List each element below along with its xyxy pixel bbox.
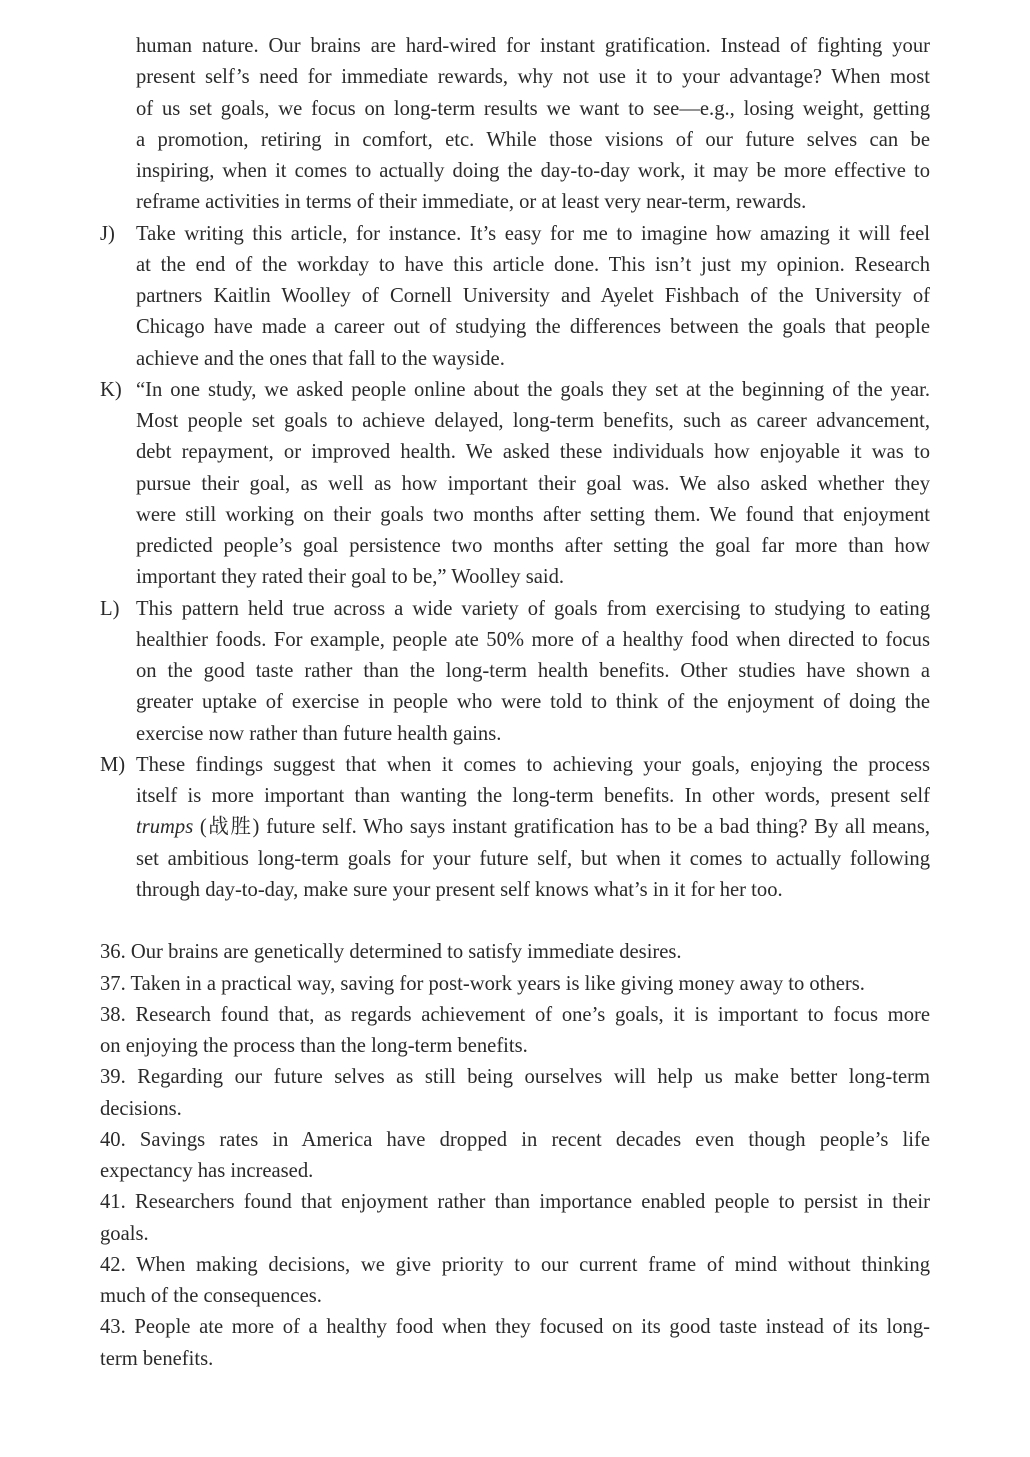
text-line: These findings suggest that when it comes to achieving your goals, enjoying the process — [136, 753, 930, 776]
text-line: much of the consequences. — [100, 1285, 322, 1307]
paragraph — [100, 750, 930, 906]
text-line: reframe activities in terms of their immediate, or at least very near-term, rewards. — [136, 191, 807, 214]
text-line: achieve and the ones that fall to the wayside. — [136, 347, 505, 370]
text-line: 41. Researchers found that enjoyment rather than importance enabled people to persist in their — [100, 1191, 930, 1214]
text-line: set ambitious long-term goals for your future self, but when it comes to actually following — [136, 847, 930, 870]
text-line: expectancy has increased. — [100, 1160, 314, 1182]
text-line: on enjoying the process than the long-term benefits. — [100, 1035, 528, 1057]
question-item — [100, 1187, 930, 1250]
text-line: This pattern held true across a wide variety of goals from exercising to studying to eating — [136, 597, 930, 620]
text-line: greater uptake of exercise in people who were told to think of the enjoyment of doing the — [136, 691, 930, 714]
text-line: predicted people’s goal persistence two months after setting the goal far more than how — [136, 535, 930, 557]
text-line: human nature. Our brains are hard-wired for instant gratification. Instead of fighting your — [136, 35, 930, 57]
question-item — [100, 1125, 930, 1188]
text-line: exercise now rather than future health gains. — [136, 722, 502, 745]
question-item — [100, 1312, 930, 1375]
italic-word: trumps — [136, 816, 194, 839]
question-item — [100, 1250, 930, 1313]
text-line: Take writing this article, for instance. It’s easy for me to imagine how amazing it will feel — [136, 222, 930, 245]
question-item — [100, 1000, 930, 1063]
paragraph — [100, 219, 930, 375]
text-line: “In one study, we asked people online about the goals they set at the beginning of the year. — [136, 378, 930, 401]
spacer — [100, 906, 930, 937]
text-line: term benefits. — [100, 1347, 214, 1370]
paragraph-label: J) — [100, 222, 115, 245]
paragraph — [100, 594, 930, 750]
paragraph — [100, 375, 930, 594]
text-line: 39. Regarding our future selves as still being ourselves will help us make better long-term — [100, 1066, 930, 1089]
text-segment: (战胜) future self. Who says instant gratification has to be a bad thing? By all means, — [193, 816, 930, 839]
text-line: at the end of the workday to have this article done. This isn’t just my opinion. Research — [136, 253, 930, 276]
text-line: inspiring, when it comes to actually doing the day-to-day work, it may be more effective to — [136, 160, 930, 182]
text-line: 40. Savings rates in America have dropped in recent decades even though people’s life — [100, 1128, 930, 1151]
question-item — [100, 969, 930, 1000]
paragraph-label: M) — [100, 753, 126, 776]
text-line: 43. People ate more of a healthy food when they focused on its good taste instead of its long- — [100, 1316, 930, 1339]
text-line: important they rated their goal to be,” Woolley said. — [136, 566, 565, 589]
text-line: Most people set goals to achieve delayed, long-term benefits, such as career advancement, — [136, 410, 930, 432]
text-line: of us set goals, we focus on long-term results we want to see—e.g., losing weight, getting — [136, 97, 930, 120]
text-line: debt repayment, or improved health. We asked these individuals how enjoyable it was to — [136, 441, 930, 464]
paragraph-label: K) — [100, 378, 122, 401]
text-line: partners Kaitlin Woolley of Cornell University and Ayelet Fishbach of the University of — [136, 285, 930, 307]
question-item — [100, 1062, 930, 1125]
text-line — [136, 812, 930, 843]
text-line: 38. Research found that, as regards achievement of one’s goals, it is important to focus more — [100, 1003, 930, 1026]
document-body — [100, 31, 930, 1375]
text-line: 42. When making decisions, we give priority to our current frame of mind without thinking — [100, 1253, 930, 1276]
text-line: present self’s need for immediate rewards, why not use it to your advantage? When most — [136, 66, 930, 89]
text-line: itself is more important than wanting the long-term benefits. In other words, present self — [136, 785, 930, 807]
text-line: through day-to-day, make sure your present self knows what’s in it for her too. — [136, 878, 783, 901]
text-line: were still working on their goals two months after setting them. We found that enjoyment — [136, 503, 930, 526]
text-line: on the good taste rather than the long-term health benefits. Other studies have shown a — [136, 660, 930, 682]
text-line: goals. — [100, 1222, 149, 1245]
question-item — [100, 937, 930, 968]
text-line: healthier foods. For example, people ate 50% more of a healthy food when directed to focus — [136, 628, 930, 651]
text-line: decisions. — [100, 1097, 182, 1120]
text-line: pursue their goal, as well as how important their goal was. We also asked whether they — [136, 472, 930, 495]
text-line: 36. Our brains are genetically determined to satisfy immediate desires. — [100, 941, 682, 964]
paragraph-label: L) — [100, 597, 120, 620]
text-line: a promotion, retiring in comfort, etc. While those visions of our future selves can be — [136, 128, 930, 151]
paragraph — [100, 31, 930, 219]
text-line: 37. Taken in a practical way, saving for post-work years is like giving money away to others. — [100, 972, 865, 995]
text-line: Chicago have made a career out of studying the differences between the goals that people — [136, 316, 930, 339]
